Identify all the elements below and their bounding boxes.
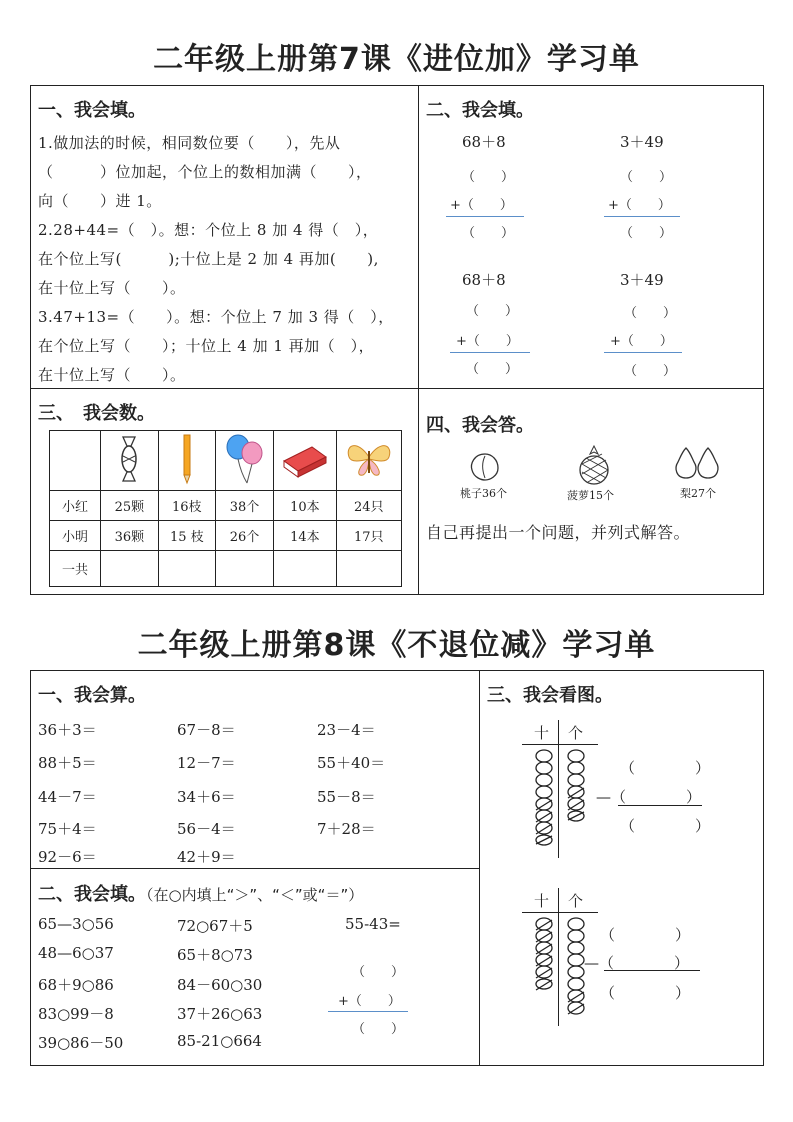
answer-blank[interactable]: +（ ） (608, 198, 671, 213)
row-name: 小红 (50, 491, 101, 521)
text-line: 在个位上写( );十位上是 2 加 4 再加( ), (38, 250, 379, 268)
answer-blank[interactable]: （ ） (466, 304, 519, 319)
fruit-label: 菠萝15个 (567, 489, 614, 502)
ones-label: 个 (568, 724, 584, 742)
section-heading: 三、我会看图。 (487, 685, 613, 706)
total-input-cell[interactable] (274, 551, 336, 587)
text-line: 1.做加法的时候，相同数位要（ ），先从 (38, 134, 341, 152)
text-line: 2.28+44=（ ）。想：个位上 8 加 4 得（ ）， (38, 221, 379, 239)
text-line: 在个位上写（ ）；十位上 4 加 1 再加（ ）， (38, 337, 375, 355)
book-icon (274, 431, 336, 491)
section-heading: 一、我会算。 (38, 685, 146, 706)
answer-blank[interactable]: （ ） (624, 364, 677, 379)
equation: 36＋3＝ (38, 721, 97, 739)
equation: 42＋9＝ (177, 848, 236, 866)
fruit-label: 桃子36个 (460, 487, 507, 500)
equation: 7＋28＝ (317, 820, 376, 838)
answer-blank[interactable]: （ ） (620, 226, 673, 241)
lesson8-title: 二年级上册第8课《不退位减》学习单 (137, 628, 656, 663)
answer-blank[interactable]: （ ） (600, 984, 691, 1002)
answer-blank[interactable]: （ ） (352, 1022, 405, 1037)
table-cell: 25颗 (101, 491, 159, 521)
equation: 88＋5＝ (38, 754, 97, 772)
table-cell: 10本 (274, 491, 336, 521)
text-line: 向（ ）进 1。 (38, 192, 162, 210)
text-line: 3.47+13=（ ）。想：个位上 7 加 3 得（ ）， (38, 308, 394, 326)
ones-beads (564, 748, 588, 822)
table-cell: 26个 (215, 521, 273, 551)
table-cell: 14本 (274, 521, 336, 551)
divider (479, 670, 480, 1066)
place-value-chart (522, 720, 602, 860)
tens-beads (532, 916, 556, 992)
compare-item: 39○86－50 (38, 1034, 124, 1052)
count-table (49, 430, 402, 587)
table-cell: 36颗 (101, 521, 159, 551)
equation: 55－8＝ (317, 788, 376, 806)
equation: 44－7＝ (38, 788, 97, 806)
equation: 75＋4＝ (38, 820, 97, 838)
total-input-cell[interactable] (215, 551, 273, 587)
problem: 3＋49 (620, 271, 664, 289)
equation: 23－4＝ (317, 721, 376, 739)
compare-item: 68＋9○86 (38, 976, 114, 994)
row-name: 一共 (50, 551, 101, 587)
section-hint: （在○内填上“＞”、“＜”或“＝”） (146, 886, 364, 904)
divider (30, 868, 479, 869)
pencil-icon (158, 431, 215, 491)
total-input-cell[interactable] (101, 551, 159, 587)
question-text: 自己再提出一个问题，并列式解答。 (426, 523, 691, 542)
table-cell: 24只 (336, 491, 401, 521)
section-heading: 一、我会填。 (38, 100, 146, 121)
tens-label: 十 (534, 724, 550, 742)
text-line: 在十位上写（ ）。 (38, 366, 186, 384)
peach-icon (468, 450, 502, 486)
problem: 55-43= (345, 915, 401, 933)
compare-item: 65—3○56 (38, 915, 114, 933)
candy-icon (101, 431, 159, 491)
equation: 12－7＝ (177, 754, 236, 772)
lesson7-title: 二年级上册第7课《进位加》学习单 (153, 42, 640, 77)
section-heading: 三、 我会数。 (38, 403, 155, 424)
section-heading (38, 880, 363, 906)
divider (30, 388, 764, 389)
table-cell: 16枝 (158, 491, 215, 521)
table-cell: 38个 (215, 491, 273, 521)
text-line: 在十位上写（ ）。 (38, 279, 186, 297)
ones-label: 个 (568, 892, 584, 910)
divider (418, 85, 419, 595)
tens-beads (532, 748, 556, 846)
section-heading: 二、我会填。 (426, 100, 534, 121)
answer-blank[interactable]: （ ） (620, 170, 673, 185)
answer-blank[interactable]: —（ ） (596, 788, 702, 806)
compare-item: 65＋8○73 (177, 946, 253, 964)
table-cell: 17只 (336, 521, 401, 551)
equation: 67－8＝ (177, 721, 236, 739)
answer-blank[interactable]: （ ） (462, 170, 515, 185)
compare-item: 72○67＋5 (177, 917, 253, 935)
pineapple-icon (576, 444, 612, 490)
answer-blank[interactable]: —（ ） (584, 954, 690, 972)
equation: 56－4＝ (177, 820, 236, 838)
problem: 68＋8 (462, 271, 506, 289)
pear-icon (672, 446, 724, 484)
answer-blank[interactable]: （ ） (462, 226, 515, 241)
section-heading: 四、我会答。 (426, 415, 534, 436)
equation: 34＋6＝ (177, 788, 236, 806)
butterfly-icon (336, 431, 401, 491)
answer-blank[interactable]: +（ ） (610, 334, 673, 349)
answer-blank[interactable]: +（ ） (338, 994, 401, 1009)
answer-blank[interactable]: （ ） (600, 926, 691, 944)
fruit-label: 梨27个 (680, 487, 716, 500)
tens-label: 十 (534, 892, 550, 910)
table-cell: 15 枝 (158, 521, 215, 551)
total-input-cell[interactable] (158, 551, 215, 587)
problem: 3＋49 (620, 133, 664, 151)
compare-item: 84－60○30 (177, 976, 263, 994)
answer-blank[interactable]: +（ ） (450, 198, 513, 213)
total-input-cell[interactable] (336, 551, 401, 587)
answer-blank[interactable]: （ ） (624, 306, 677, 321)
balloon-icon (215, 431, 273, 491)
equation: 92－6＝ (38, 848, 97, 866)
text-line: （ ）位加起，个位上的数相加满（ ）， (38, 163, 372, 181)
answer-blank[interactable]: （ ） (352, 965, 405, 980)
compare-item: 83○99－8 (38, 1005, 114, 1023)
answer-blank[interactable]: （ ） (620, 759, 711, 777)
compare-item: 37＋26○63 (177, 1005, 263, 1023)
compare-item: 48—6○37 (38, 944, 114, 962)
row-name: 小明 (50, 521, 101, 551)
answer-blank[interactable]: +（ ） (456, 334, 519, 349)
compare-item: 85-21○664 (177, 1032, 262, 1050)
answer-blank[interactable]: （ ） (620, 817, 711, 835)
answer-blank[interactable]: （ ） (466, 362, 519, 377)
problem: 68＋8 (462, 133, 506, 151)
equation: 55＋40＝ (317, 754, 386, 772)
section-heading-text: 二、我会填。 (38, 884, 146, 905)
